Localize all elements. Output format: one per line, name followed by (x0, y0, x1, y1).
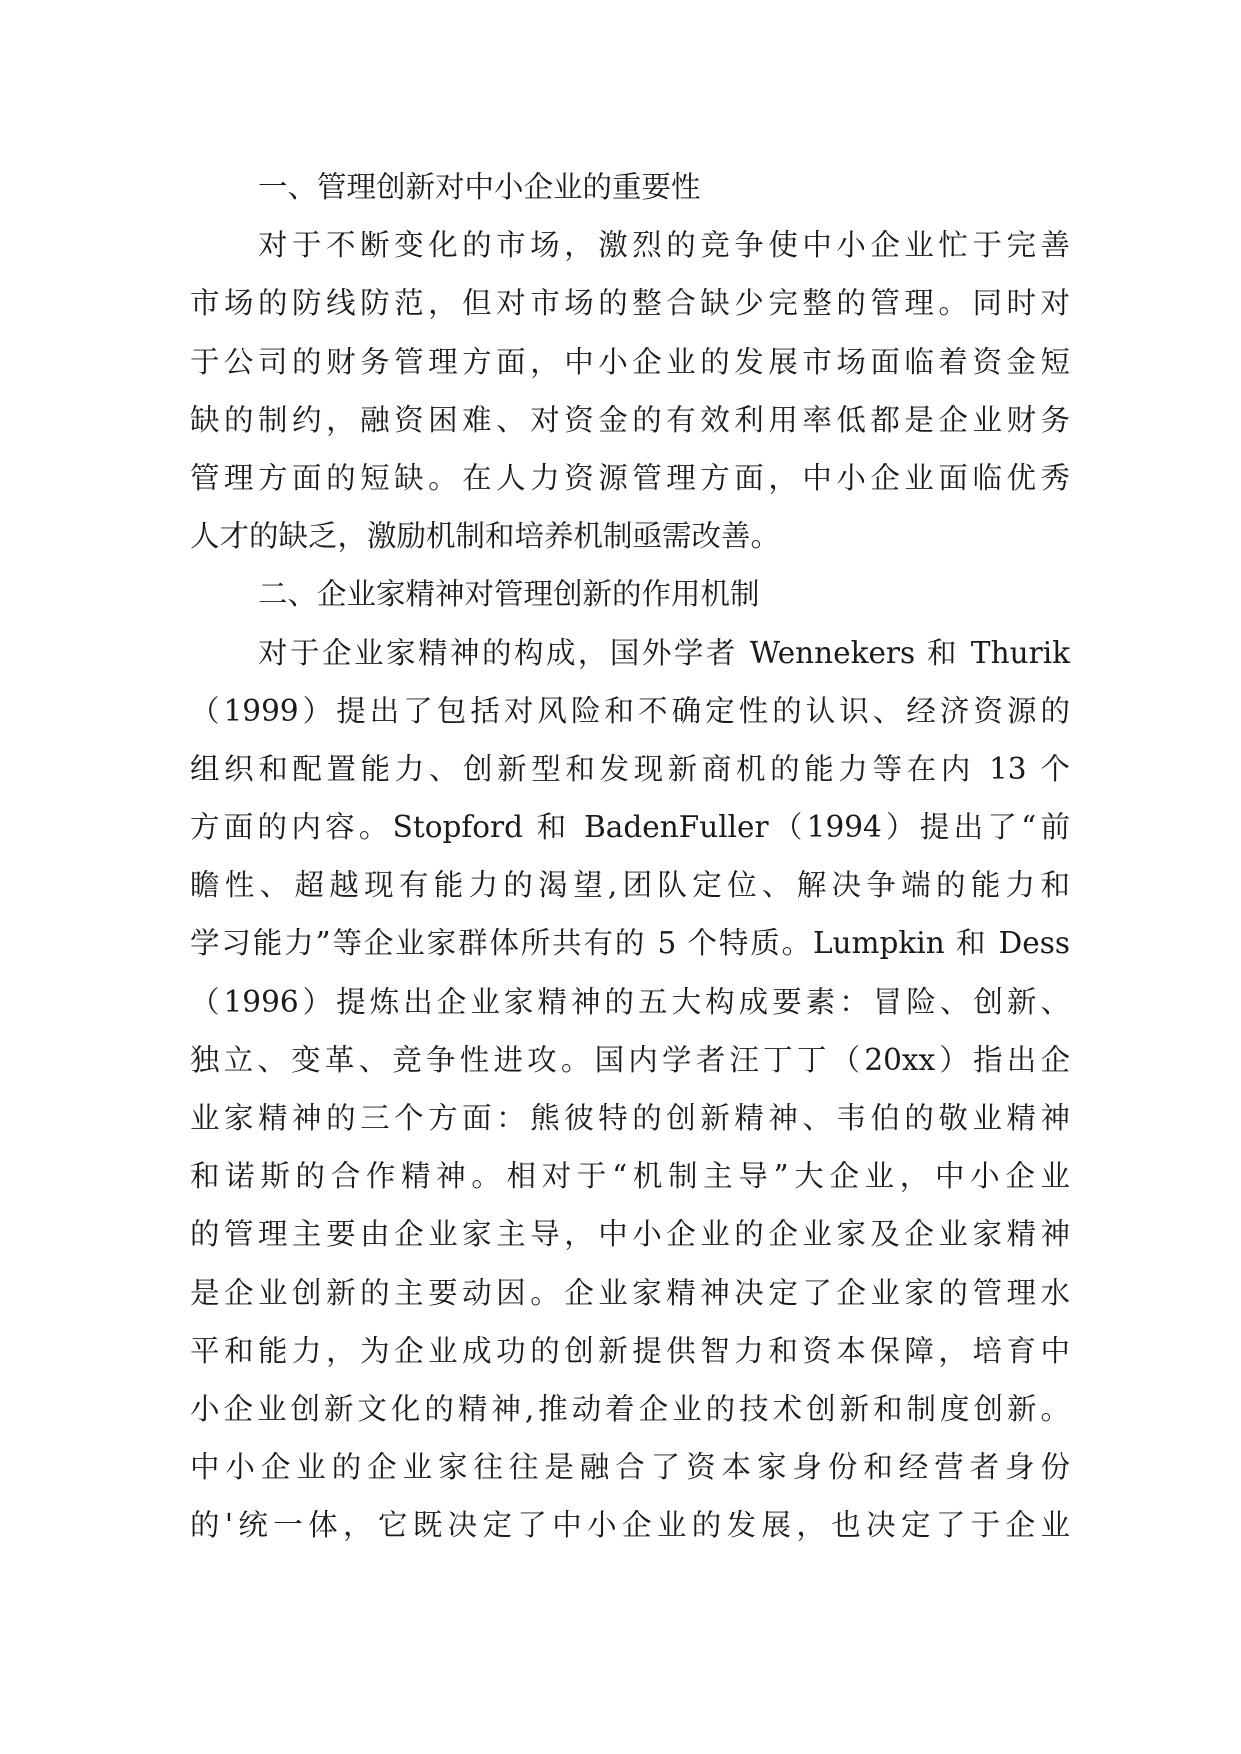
paragraph-line: 管理方面的短缺。在人力资源管理方面，中小企业面临优秀 (190, 460, 1070, 495)
paragraph-line: 和诺斯的合作精神。相对于“机制主导”大企业，中小企业 (190, 1159, 1070, 1194)
paragraph-line: 对于企业家精神的构成，国外学者 Wennekers 和 Thurik (258, 635, 1070, 670)
paragraph-line: 缺的制约，融资困难、对资金的有效利用率低都是企业财务 (190, 402, 1070, 437)
paragraph-line: 是企业创新的主要动因。企业家精神决定了企业家的管理水 (190, 1275, 1070, 1310)
paragraph-line: 市场的防线防范，但对市场的整合缺少完整的管理。同时对 (190, 286, 1070, 321)
paragraph-line: 小企业创新文化的精神,推动着企业的技术创新和制度创新。 (190, 1391, 1070, 1426)
paragraph-line: 方面的内容。Stopford 和 BadenFuller（1994）提出了“前 (190, 810, 1070, 845)
document-body (190, 158, 1070, 1555)
paragraph-line: 业家精神的三个方面：熊彼特的创新精神、韦伯的敬业精神 (190, 1101, 1070, 1135)
paragraph-line: 组织和配置能力、创新型和发现新商机的能力等在内 13 个 (190, 751, 1070, 786)
paragraph-line: （1996）提炼出企业家精神的五大构成要素：冒险、创新、 (190, 984, 1070, 1019)
paragraph-line: 平和能力，为企业成功的创新提供智力和资本保障，培育中 (190, 1333, 1070, 1368)
paragraph-line: 中小企业的企业家往往是融合了资本家身份和经营者身份 (190, 1450, 1070, 1485)
paragraph-line: 学习能力”等企业家群体所共有的 5 个特质。Lumpkin 和 Dess (190, 926, 1070, 961)
section-heading-1: 一、管理创新对中小企业的重要性 (258, 170, 701, 204)
paragraph-line: 的'统一体，它既决定了中小企业的发展，也决定了于企业 (190, 1508, 1070, 1543)
paragraph-line: 人才的缺乏，激励机制和培养机制亟需改善。 (190, 519, 781, 554)
section-heading-2: 二、企业家精神对管理创新的作用机制 (258, 577, 760, 612)
paragraph-line: （1999）提出了包括对风险和不确定性的认识、经济资源的 (190, 693, 1070, 728)
paragraph-line: 于公司的财务管理方面，中小企业的发展市场面临着资金短 (190, 344, 1070, 379)
paragraph-line: 瞻性、超越现有能力的渴望,团队定位、解决争端的能力和 (190, 868, 1070, 903)
paragraph-line: 独立、变革、竞争性进攻。国内学者汪丁丁（20xx）指出企 (190, 1042, 1070, 1077)
paragraph-line: 对于不断变化的市场，激烈的竞争使中小企业忙于完善 (258, 228, 1070, 263)
paragraph-line: 的管理主要由企业家主导，中小企业的企业家及企业家精神 (190, 1217, 1070, 1252)
